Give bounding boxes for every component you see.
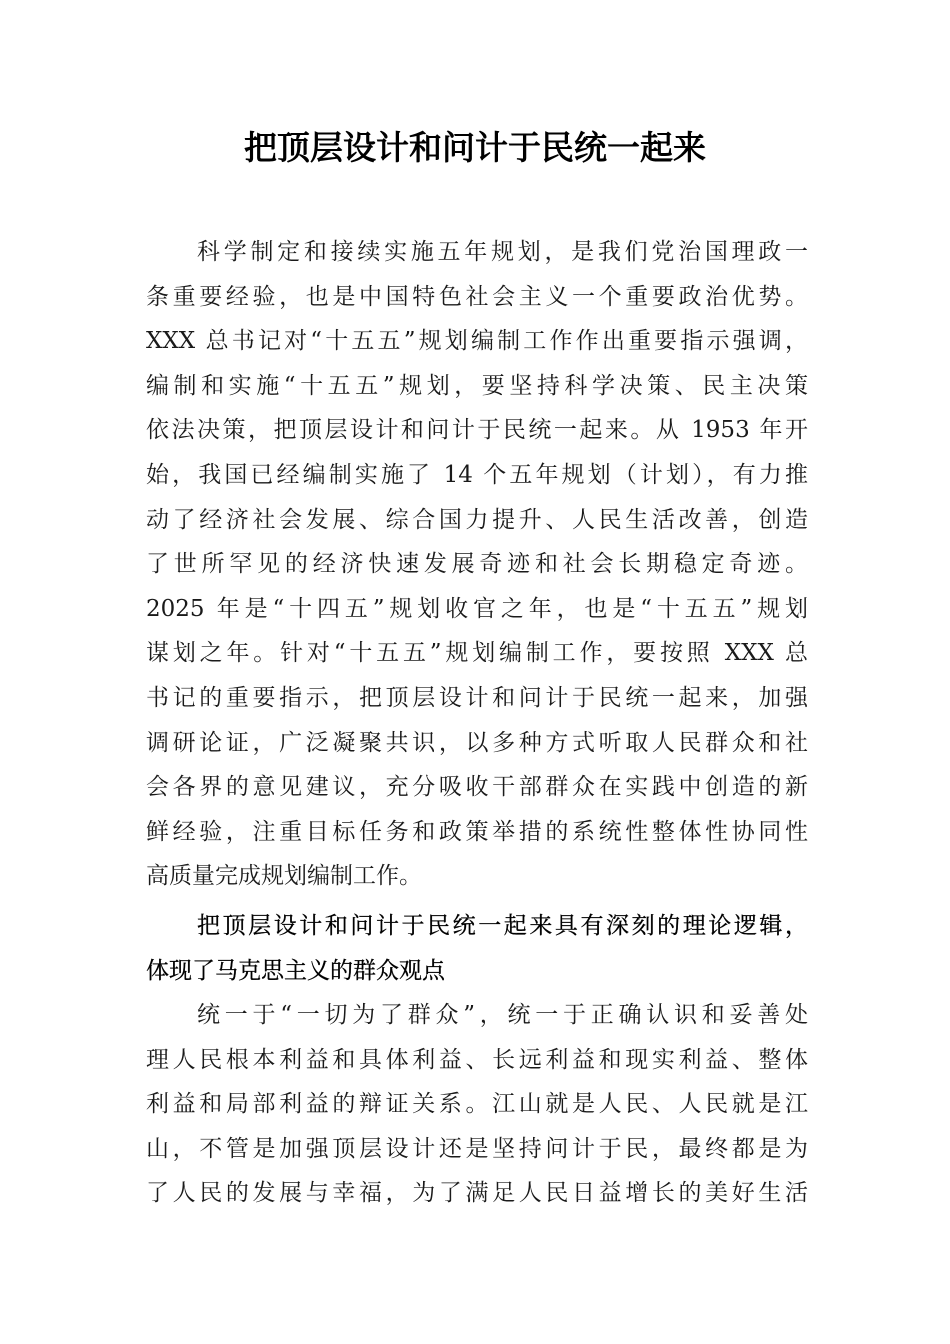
paragraph-line: 2025 年是“十四五”规划收官之年，也是“十五五”规划 <box>146 595 808 622</box>
paragraph-line: 山，不管是加强顶层设计还是坚持问计于民，最终都是为 <box>146 1135 808 1162</box>
paragraph-line: 了人民的发展与幸福，为了满足人民日益增长的美好生活 <box>146 1180 808 1207</box>
paragraph-line: 调研论证，广泛凝聚共识，以多种方式听取人民群众和社 <box>146 729 808 756</box>
paragraph-line: 依法决策，把顶层设计和问计于民统一起来。从 1953 年开 <box>146 417 808 444</box>
paragraph-line: 统一于“一切为了群众”，统一于正确认识和妥善处 <box>197 1002 808 1028</box>
paragraph-line: 会各界的意见建议，充分吸收干部群众在实践中创造的新 <box>146 774 808 801</box>
paragraph-line: 书记的重要指示，把顶层设计和问计于民统一起来，加强 <box>146 684 808 711</box>
paragraph-line: 利益和局部利益的辩证关系。江山就是人民、人民就是江 <box>146 1091 808 1118</box>
paragraph-line: 条重要经验，也是中国特色社会主义一个重要政治优势。 <box>146 283 808 310</box>
paragraph-line: 科学制定和接续实施五年规划，是我们党治国理政一 <box>197 239 808 265</box>
paragraph-line: 动了经济社会发展、综合国力提升、人民生活改善，创造 <box>146 506 808 533</box>
paragraph-line: 高质量完成规划编制工作。 <box>146 863 422 890</box>
paragraph-line: 始，我国已经编制实施了 14 个五年规划（计划），有力推 <box>146 461 808 488</box>
paragraph-line: 谋划之年。针对“十五五”规划编制工作，要按照 XXX 总 <box>146 640 808 667</box>
document-title: 把顶层设计和问计于民统一起来 <box>244 128 706 167</box>
paragraph-line: 了世所罕见的经济快速发展奇迹和社会长期稳定奇迹。 <box>146 551 808 578</box>
paragraph-1 <box>146 230 808 899</box>
paragraph-line: 编制和实施“十五五”规划，要坚持科学决策、民主决策 <box>146 372 808 399</box>
paragraph-2 <box>146 993 808 1216</box>
section-heading-line: 体现了马克思主义的群众观点 <box>146 957 445 984</box>
section-heading <box>146 904 808 993</box>
section-heading-line: 把顶层设计和问计于民统一起来具有深刻的理论逻辑， <box>197 913 808 939</box>
paragraph-line: XXX 总书记对“十五五”规划编制工作作出重要指示强调， <box>146 328 808 355</box>
paragraph-line: 理人民根本利益和具体利益、长远利益和现实利益、整体 <box>146 1046 808 1073</box>
paragraph-line: 鲜经验，注重目标任务和政策举措的系统性整体性协同性 <box>146 818 808 845</box>
